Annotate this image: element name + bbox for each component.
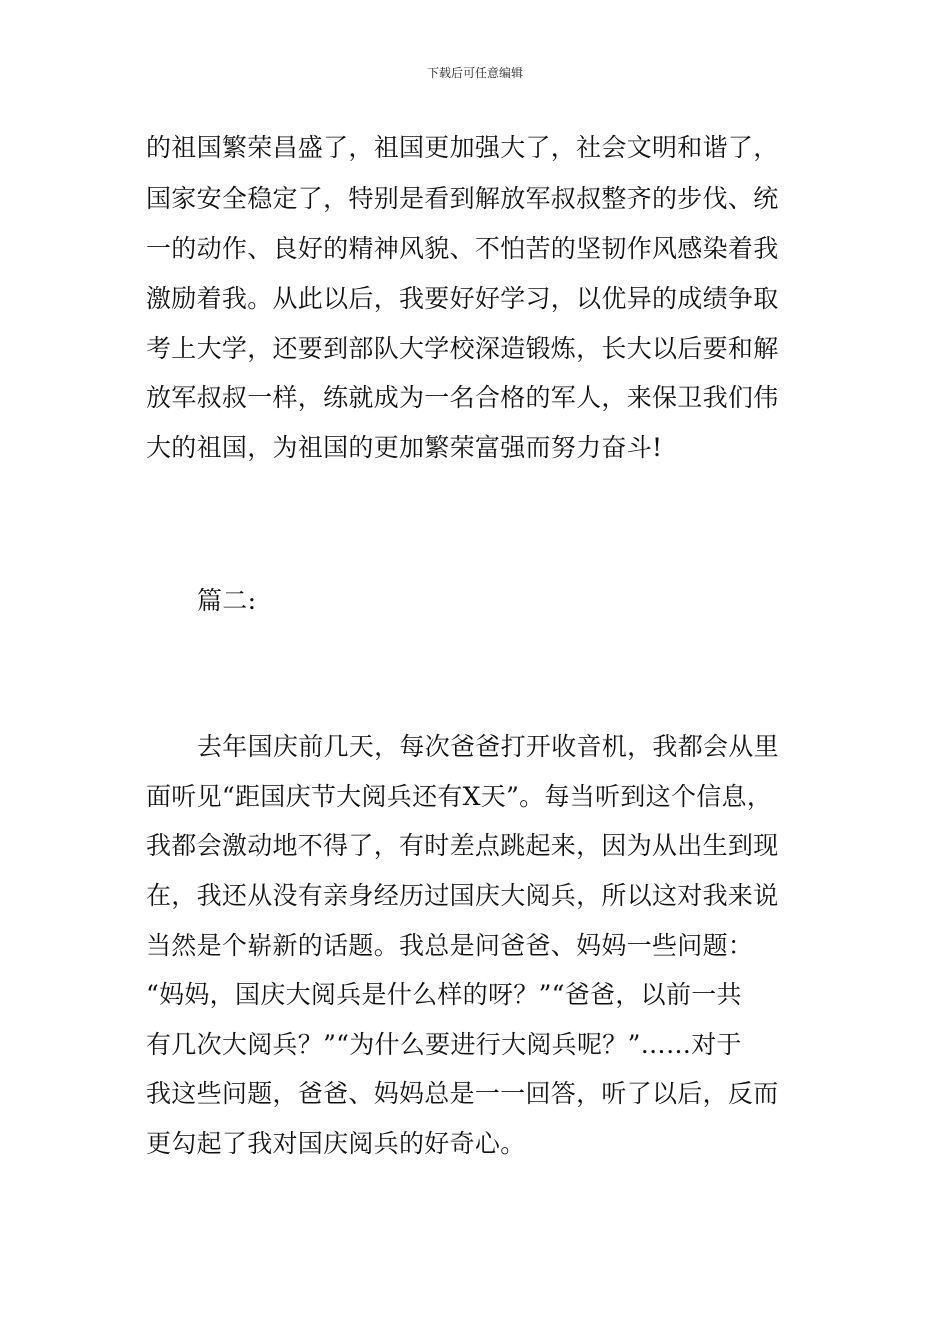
page-header-caption: 下载后可任意编辑 <box>426 66 523 80</box>
paragraph-2-line: 当然是个崭新的话题。我总是问爸爸、妈妈一些问题： <box>146 931 754 960</box>
paragraph-2-line: 更勾起了我对国庆阅兵的好奇心。 <box>146 1129 526 1158</box>
paragraph-2-line: 我这些问题，爸爸、妈妈总是一一回答，听了以后，反而 <box>146 1079 779 1108</box>
paragraph-1-line: 考上大学，还要到部队大学校深造锻炼，长大以后要和解 <box>146 334 779 363</box>
paragraph-1-line: 一的动作、良好的精神风貌、不怕苦的坚韧作风感染着我 <box>146 234 779 263</box>
paragraph-2-line: 有几次大阅兵？”“为什么要进行大阅兵呢？”……对于 <box>146 1030 742 1059</box>
paragraph-1-line: 国家安全稳定了，特别是看到解放军叔叔整齐的步伐、统 <box>146 184 779 213</box>
paragraph-2-line: 我都会激动地不得了，有时差点跳起来，因为从出生到现 <box>146 831 779 860</box>
paragraph-2-line: 面听见“距国庆节大阅兵还有X天”。每当听到这个信息， <box>146 782 773 811</box>
paragraph-1-line: 大的祖国，为祖国的更加繁荣富强而努力奋斗! <box>146 433 663 462</box>
paragraph-1-line: 的祖国繁荣昌盛了，祖国更加强大了，社会文明和谐了， <box>146 133 779 162</box>
paragraph-2-line: 去年国庆前几天，每次爸爸打开收音机，我都会从里 <box>197 732 779 761</box>
paragraph-2-line: “妈妈，国庆大阅兵是什么样的呀？”“爸爸，以前一共 <box>146 980 742 1009</box>
section-heading: 篇二: <box>197 586 257 615</box>
paragraph-1-line: 激励着我。从此以后，我要好好学习，以优异的成绩争取 <box>146 284 779 313</box>
paragraph-2-line: 在，我还从没有亲身经历过国庆大阅兵，所以这对我来说 <box>146 881 779 910</box>
paragraph-1-line: 放军叔叔一样，练就成为一名合格的军人，来保卫我们伟 <box>146 383 779 412</box>
